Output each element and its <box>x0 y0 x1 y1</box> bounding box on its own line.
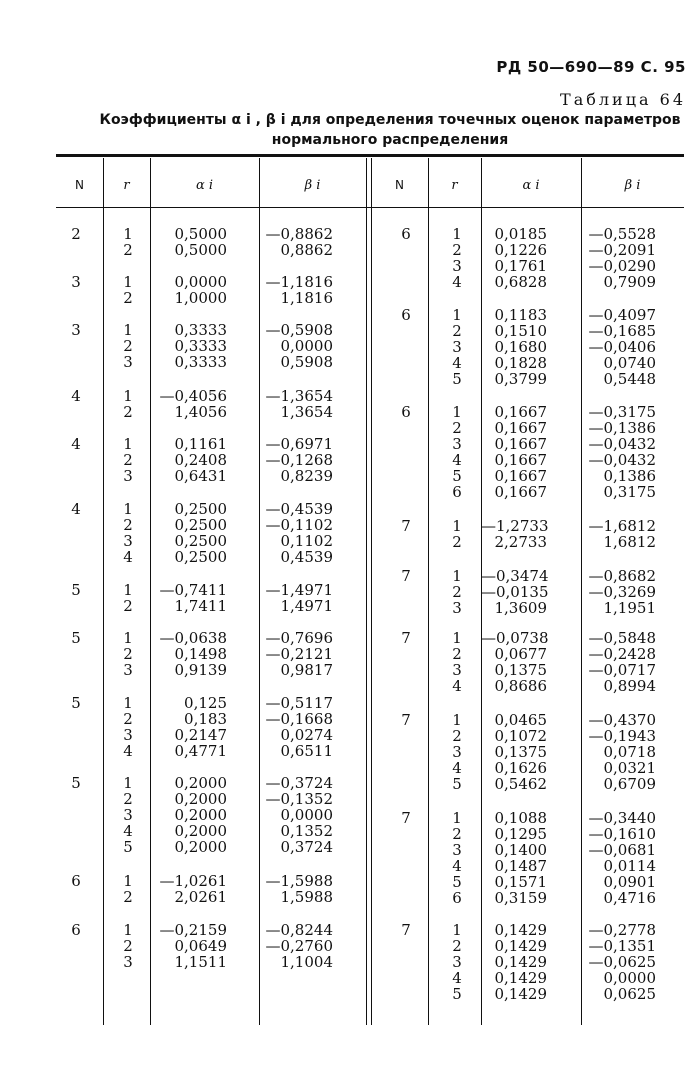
alpha-value: —0,2159 <box>159 921 227 939</box>
row-r: 1 <box>123 387 133 405</box>
group-n: 7 <box>401 567 411 585</box>
row-r: 3 <box>452 953 462 971</box>
beta-value: —0,1943 <box>588 727 656 745</box>
alpha-value: 0,1667 <box>494 403 547 421</box>
beta-value: 0,8994 <box>603 677 656 695</box>
alpha-value: 0,1487 <box>494 857 547 875</box>
alpha-value: 0,5462 <box>494 775 547 793</box>
beta-value: —0,2428 <box>588 645 656 663</box>
row-r: 3 <box>452 743 462 761</box>
beta-value: 0,0000 <box>280 337 333 355</box>
alpha-value: 1,3609 <box>494 599 547 617</box>
beta-value: —0,8862 <box>265 225 333 243</box>
beta-value: 0,7909 <box>603 273 656 291</box>
beta-value: —0,7696 <box>265 629 333 647</box>
alpha-value: 0,3333 <box>174 321 227 339</box>
alpha-value: 0,3159 <box>494 889 547 907</box>
row-r: 2 <box>123 645 133 663</box>
row-r: 2 <box>123 597 133 615</box>
alpha-value: 0,2500 <box>174 548 227 566</box>
group-n: 5 <box>71 629 81 647</box>
top-rule <box>56 154 684 157</box>
row-r: 1 <box>452 629 462 647</box>
alpha-value: —1,0261 <box>159 872 227 890</box>
row-r: 1 <box>452 809 462 827</box>
row-r: 1 <box>123 321 133 339</box>
alpha-value: —0,7411 <box>159 581 227 599</box>
row-r: 4 <box>452 759 462 777</box>
beta-value: —0,1351 <box>588 937 656 955</box>
col-divider <box>428 158 429 1025</box>
row-r: 2 <box>452 533 462 551</box>
row-r: 2 <box>123 516 133 534</box>
alpha-value: 0,1183 <box>494 306 547 324</box>
row-r: 3 <box>123 726 133 744</box>
beta-value: 0,6709 <box>603 775 656 793</box>
group-n: 6 <box>71 921 81 939</box>
double-divider <box>366 158 367 1025</box>
beta-value: 1,1816 <box>280 289 333 307</box>
beta-value: 0,0625 <box>603 985 656 1003</box>
row-r: 2 <box>123 241 133 259</box>
beta-value: —0,2121 <box>265 645 333 663</box>
row-r: 2 <box>123 451 133 469</box>
beta-value: —0,6971 <box>265 435 333 453</box>
row-r: 1 <box>452 403 462 421</box>
beta-value: —0,3269 <box>588 583 656 601</box>
row-r: 2 <box>123 710 133 728</box>
alpha-value: 0,1667 <box>494 435 547 453</box>
alpha-value: 0,1498 <box>174 645 227 663</box>
beta-value: —0,4097 <box>588 306 656 324</box>
group-n: 4 <box>71 387 81 405</box>
double-divider <box>371 158 372 1025</box>
alpha-value: 0,2500 <box>174 516 227 534</box>
row-r: 3 <box>452 435 462 453</box>
alpha-value: 0,1375 <box>494 743 547 761</box>
beta-value: —0,5117 <box>265 694 333 712</box>
beta-value: —0,3175 <box>588 403 656 421</box>
beta-value: —0,0681 <box>588 841 656 859</box>
row-r: 5 <box>452 370 462 388</box>
alpha-value: 0,1667 <box>494 451 547 469</box>
alpha-value: 2,2733 <box>494 533 547 551</box>
row-r: 5 <box>452 467 462 485</box>
alpha-value: 0,1429 <box>494 985 547 1003</box>
alpha-value: 0,0000 <box>174 273 227 291</box>
beta-value: —0,2778 <box>588 921 656 939</box>
beta-value: 0,1352 <box>280 822 333 840</box>
alpha-value: 0,1295 <box>494 825 547 843</box>
alpha-value: 0,1429 <box>494 953 547 971</box>
alpha-value: 0,3799 <box>494 370 547 388</box>
alpha-value: —0,3474 <box>481 567 549 585</box>
beta-value: 0,8862 <box>280 241 333 259</box>
alpha-value: 0,2000 <box>174 822 227 840</box>
alpha-value: —0,0135 <box>481 583 549 601</box>
colhead-r-right: r <box>451 178 458 193</box>
table-title <box>60 110 700 150</box>
row-r: 5 <box>452 985 462 1003</box>
beta-value: 0,5448 <box>603 370 656 388</box>
beta-value: —0,1268 <box>265 451 333 469</box>
alpha-value: 0,1680 <box>494 338 547 356</box>
row-r: 4 <box>452 354 462 372</box>
group-n: 6 <box>71 872 81 890</box>
alpha-value: 0,5000 <box>174 225 227 243</box>
row-r: 6 <box>452 889 462 907</box>
beta-value: —1,6812 <box>588 517 656 535</box>
beta-value: —0,0625 <box>588 953 656 971</box>
beta-value: 0,5908 <box>280 353 333 371</box>
beta-value: 1,6812 <box>603 533 656 551</box>
alpha-value: 0,1088 <box>494 809 547 827</box>
group-n: 2 <box>71 225 81 243</box>
beta-value: 0,4539 <box>280 548 333 566</box>
row-r: 4 <box>123 742 133 760</box>
group-n: 7 <box>401 711 411 729</box>
colhead-alpha-left: α i <box>195 178 214 193</box>
alpha-value: —0,0638 <box>159 629 227 647</box>
row-r: 1 <box>452 567 462 585</box>
beta-value: 1,1004 <box>280 953 333 971</box>
alpha-value: 0,2000 <box>174 838 227 856</box>
row-r: 1 <box>452 517 462 535</box>
alpha-value: 0,1429 <box>494 921 547 939</box>
row-r: 3 <box>123 953 133 971</box>
alpha-value: 0,2000 <box>174 774 227 792</box>
alpha-value: 0,4771 <box>174 742 227 760</box>
alpha-value: 1,0000 <box>174 289 227 307</box>
row-r: 3 <box>452 599 462 617</box>
row-r: 3 <box>123 467 133 485</box>
row-r: 1 <box>123 581 133 599</box>
group-n: 4 <box>71 500 81 518</box>
row-r: 2 <box>452 645 462 663</box>
colhead-beta-right: β i <box>624 178 641 193</box>
beta-value: —0,5848 <box>588 629 656 647</box>
alpha-value: —1,2733 <box>481 517 549 535</box>
row-r: 3 <box>452 338 462 356</box>
beta-value: —0,3440 <box>588 809 656 827</box>
row-r: 3 <box>452 661 462 679</box>
row-r: 2 <box>452 241 462 259</box>
title-line-2: нормального распределения <box>271 132 509 148</box>
row-r: 1 <box>123 629 133 647</box>
alpha-value: 0,9139 <box>174 661 227 679</box>
alpha-value: 0,1161 <box>174 435 227 453</box>
row-r: 1 <box>123 774 133 792</box>
group-n: 3 <box>71 273 81 291</box>
row-r: 4 <box>452 857 462 875</box>
row-r: 3 <box>123 353 133 371</box>
beta-value: —0,5528 <box>588 225 656 243</box>
alpha-value: 0,3333 <box>174 353 227 371</box>
beta-value: —0,0432 <box>588 435 656 453</box>
beta-value: —0,3724 <box>265 774 333 792</box>
beta-value: —0,4539 <box>265 500 333 518</box>
row-r: 2 <box>452 322 462 340</box>
group-n: 5 <box>71 694 81 712</box>
alpha-value: 0,2000 <box>174 790 227 808</box>
row-r: 1 <box>452 306 462 324</box>
table-label: Таблица 64 <box>560 90 686 109</box>
beta-value: —0,2760 <box>265 937 333 955</box>
row-r: 2 <box>452 419 462 437</box>
page-header: РД 50—690—89 С. 95 <box>496 58 686 76</box>
beta-value: —0,0290 <box>588 257 656 275</box>
row-r: 1 <box>123 435 133 453</box>
colhead-alpha-right: α i <box>522 178 540 193</box>
beta-value: 0,6511 <box>280 742 333 760</box>
row-r: 3 <box>452 257 462 275</box>
beta-value: —0,2091 <box>588 241 656 259</box>
row-r: 2 <box>123 790 133 808</box>
beta-value: 1,1951 <box>603 599 656 617</box>
row-r: 3 <box>452 841 462 859</box>
alpha-value: 0,1667 <box>494 467 547 485</box>
beta-value: —0,8244 <box>265 921 333 939</box>
beta-value: —0,1610 <box>588 825 656 843</box>
beta-value: 1,5988 <box>280 888 333 906</box>
row-r: 1 <box>123 273 133 291</box>
row-r: 1 <box>452 711 462 729</box>
row-r: 1 <box>123 694 133 712</box>
beta-value: —0,4370 <box>588 711 656 729</box>
beta-value: —0,0717 <box>588 661 656 679</box>
colhead-n-left: N <box>75 178 84 192</box>
row-r: 2 <box>123 289 133 307</box>
row-r: 2 <box>123 403 133 421</box>
alpha-value: 0,1072 <box>494 727 547 745</box>
row-r: 1 <box>123 500 133 518</box>
beta-value: 0,0000 <box>603 969 656 987</box>
alpha-value: 0,0185 <box>494 225 547 243</box>
beta-value: —0,0432 <box>588 451 656 469</box>
alpha-value: 0,2500 <box>174 532 227 550</box>
alpha-value: 0,1429 <box>494 937 547 955</box>
alpha-value: 0,0649 <box>174 937 227 955</box>
alpha-value: 0,6431 <box>174 467 227 485</box>
row-r: 2 <box>452 583 462 601</box>
row-r: 2 <box>123 937 133 955</box>
row-r: 4 <box>452 969 462 987</box>
alpha-value: 0,183 <box>184 710 227 728</box>
alpha-value: 0,3333 <box>174 337 227 355</box>
col-divider <box>103 158 104 1025</box>
alpha-value: 0,2408 <box>174 451 227 469</box>
alpha-value: 0,1571 <box>494 873 547 891</box>
beta-value: 0,0740 <box>603 354 656 372</box>
alpha-value: 1,7411 <box>174 597 227 615</box>
alpha-value: 0,6828 <box>494 273 547 291</box>
group-n: 5 <box>71 774 81 792</box>
group-n: 6 <box>401 403 411 421</box>
beta-value: 0,8239 <box>280 467 333 485</box>
beta-value: —1,5988 <box>265 872 333 890</box>
row-r: 5 <box>452 775 462 793</box>
beta-value: —0,1386 <box>588 419 656 437</box>
beta-value: —0,8682 <box>588 567 656 585</box>
row-r: 1 <box>123 921 133 939</box>
row-r: 4 <box>452 273 462 291</box>
row-r: 2 <box>123 337 133 355</box>
group-n: 6 <box>401 306 411 324</box>
row-r: 2 <box>452 937 462 955</box>
title-line-1: Коэффициенты α i , β i для определения точечных оценок параметров <box>99 112 681 128</box>
alpha-value: 0,1375 <box>494 661 547 679</box>
row-r: 4 <box>452 451 462 469</box>
beta-value: 0,9817 <box>280 661 333 679</box>
beta-value: —1,4971 <box>265 581 333 599</box>
beta-value: —0,0406 <box>588 338 656 356</box>
alpha-value: 0,1667 <box>494 419 547 437</box>
beta-value: 0,1102 <box>280 532 333 550</box>
group-n: 7 <box>401 629 411 647</box>
beta-value: 0,1386 <box>603 467 656 485</box>
beta-value: —0,1685 <box>588 322 656 340</box>
row-r: 4 <box>452 677 462 695</box>
alpha-value: 0,1226 <box>494 241 547 259</box>
row-r: 1 <box>123 872 133 890</box>
colhead-beta-left: β i <box>304 178 321 193</box>
alpha-value: 0,0677 <box>494 645 547 663</box>
row-r: 1 <box>452 921 462 939</box>
alpha-value: 0,1761 <box>494 257 547 275</box>
beta-value: —0,1102 <box>265 516 333 534</box>
alpha-value: —0,4056 <box>159 387 227 405</box>
row-r: 3 <box>123 806 133 824</box>
alpha-value: 0,1510 <box>494 322 547 340</box>
alpha-value: 0,2147 <box>174 726 227 744</box>
row-r: 1 <box>123 225 133 243</box>
alpha-value: 0,5000 <box>174 241 227 259</box>
beta-value: 0,4716 <box>603 889 656 907</box>
group-n: 7 <box>401 517 411 535</box>
alpha-value: 2,0261 <box>174 888 227 906</box>
alpha-value: 1,1511 <box>174 953 227 971</box>
beta-value: —1,3654 <box>265 387 333 405</box>
colhead-n-right: N <box>395 178 404 192</box>
group-n: 5 <box>71 581 81 599</box>
beta-value: 0,3724 <box>280 838 333 856</box>
group-n: 3 <box>71 321 81 339</box>
alpha-value: 0,0465 <box>494 711 547 729</box>
colhead-r-left: r <box>123 178 130 193</box>
alpha-value: 0,8686 <box>494 677 547 695</box>
row-r: 4 <box>123 548 133 566</box>
row-r: 3 <box>123 661 133 679</box>
alpha-value: 0,1429 <box>494 969 547 987</box>
beta-value: 0,3175 <box>603 483 656 501</box>
alpha-value: 0,2500 <box>174 500 227 518</box>
group-n: 6 <box>401 225 411 243</box>
beta-value: 1,4971 <box>280 597 333 615</box>
beta-value: —1,1816 <box>265 273 333 291</box>
row-r: 1 <box>452 225 462 243</box>
row-r: 5 <box>452 873 462 891</box>
beta-value: 0,0000 <box>280 806 333 824</box>
row-r: 5 <box>123 838 133 856</box>
beta-value: —0,1352 <box>265 790 333 808</box>
alpha-value: 0,1667 <box>494 483 547 501</box>
group-n: 7 <box>401 921 411 939</box>
group-n: 4 <box>71 435 81 453</box>
beta-value: 0,0901 <box>603 873 656 891</box>
row-r: 2 <box>452 825 462 843</box>
row-r: 6 <box>452 483 462 501</box>
alpha-value: —0,0738 <box>481 629 549 647</box>
alpha-value: 1,4056 <box>174 403 227 421</box>
alpha-value: 0,2000 <box>174 806 227 824</box>
row-r: 4 <box>123 822 133 840</box>
alpha-value: 0,125 <box>184 694 227 712</box>
beta-value: —0,5908 <box>265 321 333 339</box>
alpha-value: 0,1400 <box>494 841 547 859</box>
beta-value: 0,0718 <box>603 743 656 761</box>
beta-value: 0,0321 <box>603 759 656 777</box>
beta-value: 0,0114 <box>603 857 656 875</box>
alpha-value: 0,1626 <box>494 759 547 777</box>
row-r: 2 <box>123 888 133 906</box>
row-r: 3 <box>123 532 133 550</box>
beta-value: —0,1668 <box>265 710 333 728</box>
alpha-value: 0,1828 <box>494 354 547 372</box>
group-n: 7 <box>401 809 411 827</box>
beta-value: 1,3654 <box>280 403 333 421</box>
row-r: 2 <box>452 727 462 745</box>
beta-value: 0,0274 <box>280 726 333 744</box>
